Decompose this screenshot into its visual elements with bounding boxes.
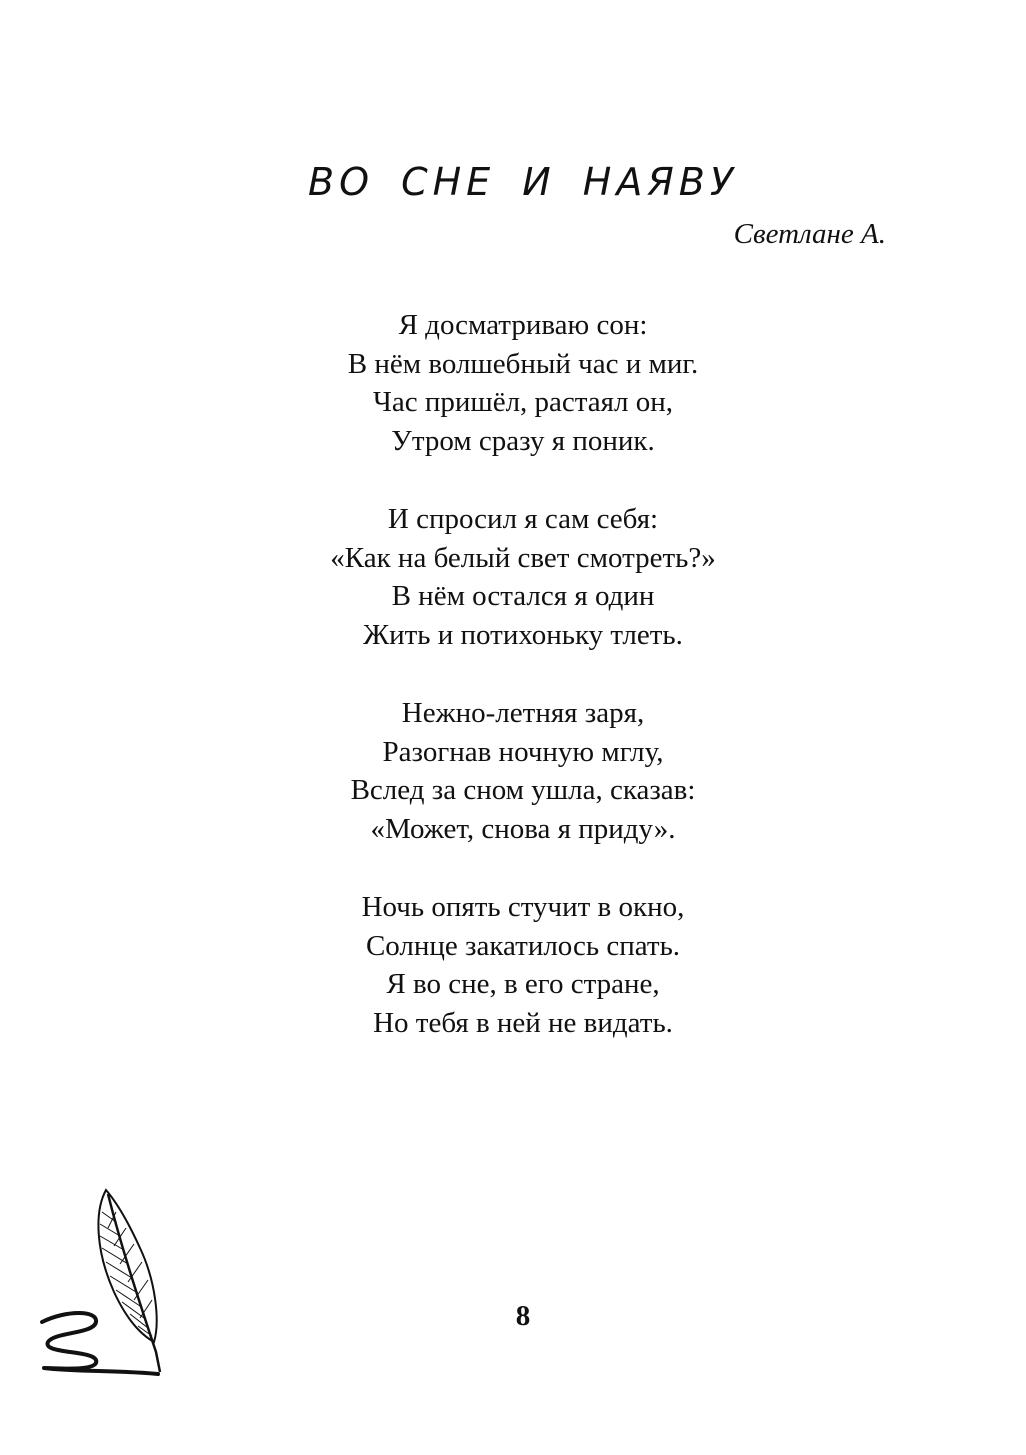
poem-line: Вслед за сном ушла, сказав: [350,774,696,806]
poem-line: В нём волшебный час и миг. [347,347,699,380]
poem-line: Ночь опять стучит в окно, [361,891,685,923]
poem-line: Солнце закатилось спать. [365,929,681,962]
page-number: 8 [515,1300,531,1332]
poem-line: Утром сразу я поник. [391,424,655,457]
poem-title: ВО СНЕ И НАЯВУ [308,160,738,204]
poem-line: Жить и потихоньку тлеть. [363,618,683,651]
stanza-1 [0,306,1026,460]
stanza-4 [0,888,1026,1042]
poem-line: «Может, снова я приду». [370,812,676,845]
dedication: Светлане А. [733,218,886,250]
stanza-3 [0,694,1026,848]
poem-line: Я досматриваю сон: [398,309,648,341]
poem-line: Нежно-летняя заря, [401,697,645,729]
poem-body [0,306,1026,1082]
poem-line: В нём остался я один [391,580,655,612]
quill-feather-icon [36,1182,172,1382]
poem-line: Я во сне, в его стране, [386,968,660,1000]
poem-line: Час пришёл, растаял он, [372,386,674,418]
poem-line: Но тебя в ней не видать. [373,1006,673,1039]
poem-line: «Как на белый свет смотреть?» [330,541,716,574]
stanza-2 [0,500,1026,654]
poem-line: И спросил я сам себя: [387,503,659,535]
poem-line: Разогнав ночную мглу, [382,735,664,768]
